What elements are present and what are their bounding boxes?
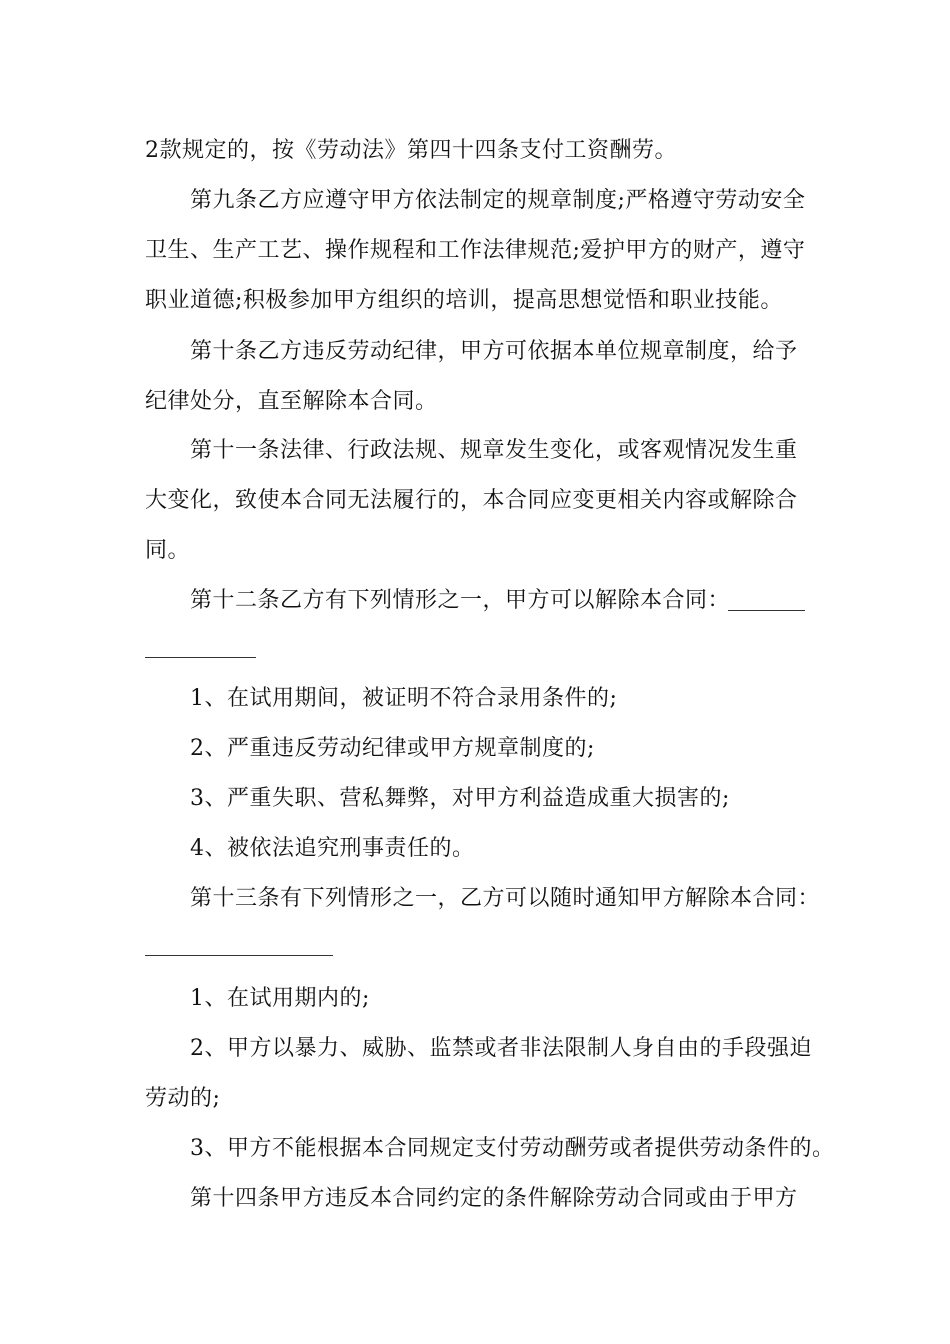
text-line: 第十三条有下列情形之一，乙方可以随时通知甲方解除本合同：: [190, 886, 821, 911]
list-item: 1、在试用期内的;: [190, 986, 370, 1011]
text-line: 职业道德;积极参加甲方组织的培训，提高思想觉悟和职业技能。: [145, 288, 783, 313]
text-line: 第十一条法律、行政法规、规章发生变化，或客观情况发生重: [190, 438, 798, 463]
text-line: 第十四条甲方违反本合同约定的条件解除劳动合同或由于甲方: [190, 1186, 798, 1211]
text-line: 劳动的;: [145, 1086, 221, 1111]
blank-underline: [728, 610, 805, 611]
list-item: 2、严重违反劳动纪律或甲方规章制度的;: [190, 736, 595, 761]
text-line: 纪律处分，直至解除本合同。: [145, 389, 438, 414]
list-item: 3、甲方不能根据本合同规定支付劳动酬劳或者提供劳动条件的。: [190, 1136, 835, 1161]
list-item: 3、严重失职、营私舞弊，对甲方利益造成重大损害的;: [190, 786, 730, 811]
text-line: 大变化，致使本合同无法履行的，本合同应变更相关内容或解除合: [145, 488, 798, 513]
text-line: 卫生、生产工艺、操作规程和工作法律规范;爱护甲方的财产，遵守: [145, 238, 806, 263]
list-item: 1、在试用期间，被证明不符合录用条件的;: [190, 686, 618, 711]
blank-underline: [145, 955, 333, 956]
list-item: 4、被依法追究刑事责任的。: [190, 836, 475, 861]
text-line: 第十条乙方违反劳动纪律，甲方可依据本单位规章制度，给予: [190, 339, 798, 364]
text-line: 同。: [145, 538, 191, 563]
blank-underline: [145, 657, 256, 658]
text-line: 2款规定的，按《劳动法》第四十四条支付工资酬劳。: [145, 138, 677, 163]
text-line: 第十二条乙方有下列情形之一，甲方可以解除本合同：: [190, 588, 731, 613]
text-line: 第九条乙方应遵守甲方依法制定的规章制度;严格遵守劳动安全: [190, 188, 806, 213]
list-item: 2、甲方以暴力、威胁、监禁或者非法限制人身自由的手段强迫: [190, 1036, 812, 1061]
